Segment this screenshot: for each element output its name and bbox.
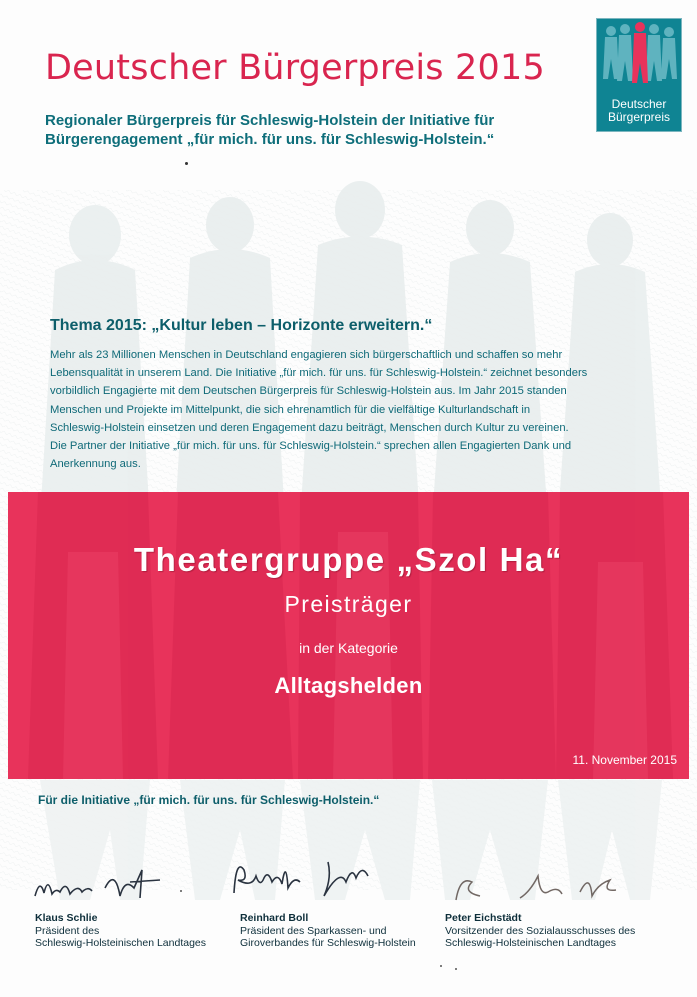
signatory-name: Peter Eichstädt — [445, 912, 522, 924]
signatory-role: Präsident des — [35, 924, 100, 937]
body-line: Anerkennung aus. — [50, 458, 141, 471]
award-band — [8, 492, 689, 779]
signatory-block — [35, 912, 235, 950]
category-label: in der Kategorie — [299, 640, 398, 656]
logo-line: Deutscher — [611, 97, 667, 111]
band-silhouettes — [8, 492, 689, 779]
signatory-role: Vorsitzender des Sozialausschusses des — [445, 924, 636, 937]
signatory-role: Präsident des Sparkassen- und — [240, 924, 387, 937]
speck — [180, 890, 182, 892]
body-line: Lebensqualität in unserem Land. Die Initiative „für mich. für uns. für Schleswig-Holstein.“ zeichnet besonders — [50, 367, 588, 380]
body-line: Die Partner der Initiative „für mich. für uns. für Schleswig-Holstein.“ sprechen allen Engagierten Dank und — [50, 440, 572, 453]
signature-peter-eichstaedt — [450, 862, 630, 907]
speck — [455, 968, 457, 970]
page-title: Deutscher Bürgerpreis 2015 — [45, 48, 545, 88]
buergerpreis-logo — [596, 18, 682, 132]
signatory-block — [445, 912, 675, 950]
speck — [440, 965, 442, 967]
subtitle-line: Regionaler Bürgerpreis für Schleswig-Holstein der Initiative für — [45, 112, 495, 129]
subtitle-line: Bürgerengagement „für mich. für uns. für Schleswig-Holstein.“ — [45, 131, 495, 148]
subtitle — [45, 111, 575, 149]
body-text — [50, 346, 650, 473]
award-role: Preisträger — [284, 591, 413, 617]
award-date: 11. November 2015 — [572, 753, 677, 767]
awardee-name: Theatergruppe „Szol Ha“ — [133, 541, 564, 578]
logo-text — [597, 98, 681, 124]
signatory-role: Schleswig-Holsteinischen Landtages — [35, 937, 207, 949]
body-line: Menschen und Projekte im Mittelpunkt, die sich ehrenamtlich für die vielfältige Kulturlandschaft in — [50, 403, 531, 416]
signature-reinhard-boll — [228, 848, 388, 903]
signatory-name: Reinhard Boll — [240, 912, 309, 924]
body-line: Schleswig-Holstein einsetzen und deren Engagement dazu beiträgt, Menschen durch Kultur zu vereinen. — [50, 421, 569, 434]
signatory-block — [240, 912, 440, 950]
award-category: Alltagshelden — [274, 673, 423, 698]
people-figures-icon — [597, 19, 681, 99]
logo-line: Bürgerpreis — [607, 110, 671, 124]
body-line: Mehr als 23 Millionen Menschen in Deutschland engagieren sich bürgerschaftlich und schaffen so mehr — [50, 349, 563, 361]
signatory-role: Schleswig-Holsteinischen Landtages — [445, 937, 617, 949]
theme-heading: Thema 2015: „Kultur leben – Horizonte erweitern.“ — [50, 317, 433, 334]
speck — [185, 162, 188, 165]
initiative-line: Für die Initiative „für mich. für uns. für Schleswig-Holstein.“ — [38, 793, 380, 807]
signatory-name: Klaus Schlie — [35, 912, 98, 924]
body-line: vorbildlich Engagierte mit dem Deutschen Bürgerpreis für Schleswig-Holstein aus. Im Jahr 2015 standen — [50, 385, 567, 398]
signature-klaus-schlie — [30, 858, 180, 903]
signatory-role: Giroverbandes für Schleswig-Holstein — [240, 937, 416, 949]
